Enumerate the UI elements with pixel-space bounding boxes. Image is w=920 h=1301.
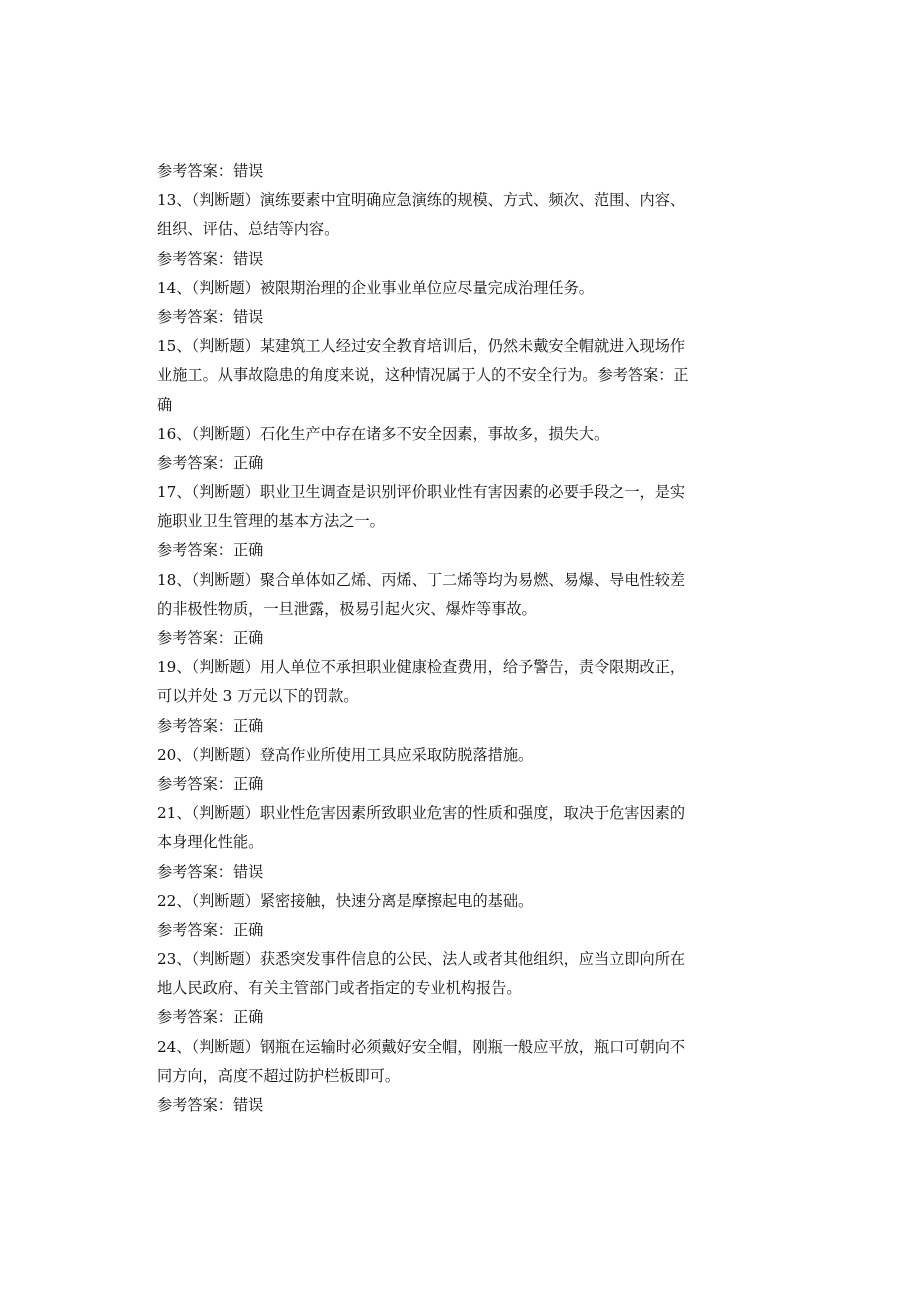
question-22-line-1: 22、（判断题）紧密接触，快速分离是摩擦起电的基础。 — [157, 891, 534, 910]
question-15-line-1: 15、（判断题）某建筑工人经过安全教育培训后，仍然未戴安全帽就进入现场作 — [157, 337, 686, 356]
question-24-line-2: 同方向，高度不超过防护栏板即可。 — [157, 1066, 400, 1085]
question-17-line-2: 施职业卫生管理的基本方法之一。 — [157, 512, 385, 531]
question-23-line-2: 地人民政府、有关主管部门或者指定的专业机构报告。 — [157, 979, 522, 998]
question-21-line-1: 21、（判断题）职业性危害因素所致职业危害的性质和强度，取决于危害因素的 — [157, 804, 686, 823]
question-13-line-2: 组织、评估、总结等内容。 — [157, 220, 340, 239]
answer-20: 参考答案：正确 — [157, 774, 264, 793]
answer-21: 参考答案：错误 — [157, 862, 264, 881]
question-19-line-2: 可以并处 3 万元以下的罚款。 — [157, 687, 359, 706]
question-15-line-3: 确 — [157, 395, 173, 414]
question-24-line-1: 24、（判断题）钢瓶在运输时必须戴好安全帽，刚瓶一般应平放，瓶口可朝向不 — [157, 1037, 686, 1056]
question-20-line-1: 20、（判断题）登高作业所使用工具应采取防脱落措施。 — [157, 745, 534, 764]
question-21-line-2: 本身理化性能。 — [157, 833, 264, 852]
answer-23: 参考答案：正确 — [157, 1008, 264, 1027]
answer-18: 参考答案：正确 — [157, 629, 264, 647]
question-19-line-1: 19、（判断题）用人单位不承担职业健康检查费用，给予警告，责令限期改正， — [157, 658, 686, 677]
question-14-line-1: 14、（判断题）被限期治理的企业事业单位应尽量完成治理任务。 — [157, 278, 594, 297]
question-16-line-1: 16、（判断题）石化生产中存在诸多不安全因素，事故多，损失大。 — [157, 424, 610, 443]
answer-14: 参考答案：错误 — [157, 307, 264, 326]
question-18-line-1: 18、（判断题）聚合单体如乙烯、丙烯、丁二烯等均为易燃、易爆、导电性较差 — [157, 570, 686, 589]
answer-24: 参考答案：错误 — [157, 1096, 264, 1114]
question-18-line-2: 的非极性物质，一旦泄露，极易引起火灾、爆炸等事故。 — [157, 599, 537, 618]
answer-19: 参考答案：正确 — [157, 716, 264, 735]
question-23-line-1: 23、（判断题）获悉突发事件信息的公民、法人或者其他组织，应当立即向所在 — [157, 950, 686, 969]
answer-line: 参考答案：错误 — [157, 162, 264, 180]
answer-16: 参考答案：正确 — [157, 453, 264, 472]
question-15-line-2: 业施工。从事故隐患的角度来说，这种情况属于人的不安全行为。参考答案：正 — [157, 366, 689, 385]
answer-13: 参考答案：错误 — [157, 249, 264, 268]
answer-22: 参考答案：正确 — [157, 920, 264, 939]
question-13-line-1: 13、（判断题）演练要素中宜明确应急演练的规模、方式、频次、范围、内容、 — [157, 191, 686, 210]
answer-17: 参考答案：正确 — [157, 541, 264, 560]
question-17-line-1: 17、（判断题）职业卫生调查是识别评价职业性有害因素的必要手段之一，是实 — [157, 483, 686, 502]
document-body — [157, 157, 757, 1120]
